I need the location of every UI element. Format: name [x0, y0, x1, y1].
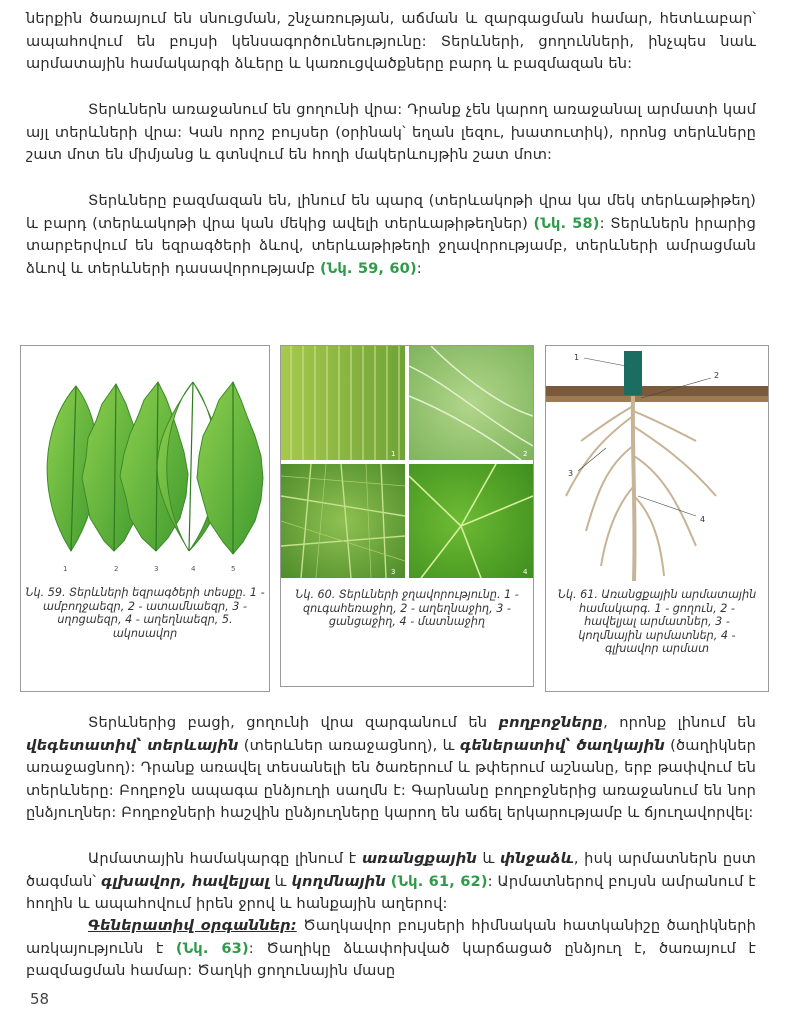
leaf-venation-illustration [281, 346, 533, 578]
root-text-d: , իսկ արմատներն ըստ ծագման՝ [26, 850, 756, 890]
figure-61 [545, 345, 769, 692]
paragraph-leaves-origin [26, 99, 756, 167]
root-text-a: Արմատային համակարգը լինում է [88, 850, 357, 867]
figure-60 [280, 345, 534, 687]
figure-60-caption: Նկ. 60. Տերևների ջղավորությունը. 1 - զուգահեռաջիղ, 2 - աղեղնաջիղ, 3 - ցանցաջիղ, 4 - մատնաջիղ [295, 588, 519, 629]
fig61-label-3: 3 [568, 469, 574, 478]
term-lateral: կողմնային [291, 872, 386, 890]
paragraph-intro-text: ներքին ծառայում են սնուցման, շնչառության, աճման և զարգացման համար, հետևաբար՝ ապահովում են բույսի կենսագործունեությունը: Տերևների, ցողունների, ինչպես նաև արմատային համակարգի ձևերը և կառուցվածքները բարդ և բազմազան են: [26, 10, 756, 73]
root-text-e: և [274, 872, 287, 890]
buds-text-c: , որոնք լինում են [603, 714, 756, 731]
paragraph-leaves-origin-text: Տերևներն առաջանում են ցողունի վրա: Դրանք չեն կարող առաջանալ արմատի կամ այլ տերևների վրա: Կան որոշ բույսեր (օրինակ՝ եղան լեզու, խատուտիկ), որոնց տերևները շատ մոտ են միմյանց և գտնվում են հողի մակերևույթին շատ մոտ: [26, 101, 756, 164]
buds-text-d: (տերևներ առաջացնող), և [243, 736, 455, 754]
fig59-label-5: 5 [231, 565, 236, 573]
figure-ref-61-62[interactable]: (Նկ. 61, 62) [390, 872, 488, 890]
buds-text-e: (ծաղիկներ առաջացնող): Դրանք առավել տեսանելի են ծառերում և թփերում աշնանը, երբ թափվում են տերևները: Բողբոջն ապագա ընձյուղի սաղմն է: Գարնանը բողբոջներից առաջանում են նոր ընձյուղներ: Բողբոջների հաշվին ընձյուղները կարող են աճել երկարությամբ և ճյուղավորվել: [26, 736, 756, 822]
fig59-label-4: 4 [191, 565, 196, 573]
fig59-label-1: 1 [63, 565, 68, 573]
fig61-label-2: 2 [714, 371, 720, 380]
venation-reticulate [281, 464, 405, 578]
figure-ref-63[interactable]: (Նկ. 63) [175, 939, 249, 957]
fig61-label-4: 4 [700, 515, 706, 524]
term-main-adventitious: գլխավոր, հավելյալ [100, 872, 270, 890]
paragraph-intro [26, 8, 756, 76]
buds-text-a: Տերևներից բացի, ցողունի վրա զարգանում են [88, 714, 488, 731]
figure-ref-59-60[interactable]: (Նկ. 59, 60) [319, 259, 417, 277]
term-vegetative: վեգետատիվ՝ տերևային [26, 736, 239, 754]
fig60-label-2: 2 [523, 450, 528, 458]
figure-ref-58[interactable]: (Նկ. 58) [533, 214, 600, 232]
paragraph-root-system [26, 848, 756, 916]
fig60-label-4: 4 [523, 568, 528, 576]
fig61-label-1: 1 [574, 353, 580, 362]
venation-palmate [409, 464, 533, 578]
term-fibrous: փնջաձև [499, 850, 574, 867]
generative-organs-heading: Գեներատիվ օրգաններ: [88, 917, 297, 934]
taproot-illustration [546, 346, 768, 586]
fig59-label-2: 2 [114, 565, 119, 573]
root-text-f: : Արմատներով բույսն ամրանում է հողին և ապահովում իրեն ջրով և հանքային աղերով: [26, 872, 756, 913]
figure-59-caption: Նկ. 59. Տերևների եզրագծերի տեսքը. 1 - ամբողջաեզր, 2 - ատամնաեզր, 3 - սղոցաեզր, 4 - աղեղնաեզր, 5. ակոսավոր [25, 586, 265, 640]
leaf-types-text: Տերևները բազմազան են, լինում են պարզ (տերևակոթի վրա կա մեկ տերևաթիթեղ) և բարդ (տերևակոթի վրա կան մեկից ավելի տերևաթիթեղներ) [26, 192, 756, 232]
venation-parallel [281, 346, 405, 460]
figure-61-caption: Նկ. 61. Առանցքային արմատային համակարգ. 1 - ցողուն, 2 - հավելյալ արմատներ, 3 - կողմնային արմատներ, 4 - գլխավոր արմատ [557, 588, 757, 656]
term-generative: գեներատիվ՝ ծաղկային [459, 736, 665, 754]
stem [624, 351, 642, 395]
fig60-label-1: 1 [391, 450, 396, 458]
leaf-margins-illustration [21, 346, 269, 576]
term-taproot: առանցքային [361, 850, 477, 867]
generative-text-b: : Ծաղիկը ձևափոխված կարճացած ընձյուղ է, ծառայում է բազմացման համար: Ծաղկի ցողունային մասը [26, 939, 756, 980]
root-text-c: և [482, 850, 495, 867]
generative-text-a: Ծաղկավոր բույսերի հիմնական հատկանիշը ծաղիկների առկայությունն է [26, 917, 756, 957]
term-buds: բողբոջները [498, 714, 604, 731]
paragraph-buds [26, 712, 756, 825]
figure-59 [20, 345, 270, 692]
page-number: 58 [30, 990, 50, 1008]
venation-arcuate [409, 346, 533, 460]
fig60-label-3: 3 [391, 568, 396, 576]
fig59-label-3: 3 [154, 565, 159, 573]
paragraph-generative-organs [26, 915, 756, 983]
leaf-types-text-2: : Տերևներն իրարից տարբերվում են եզրագծերի ձևով, տերևաթիթեղի ջղավորությամբ, տերևների ամրացման ձևով և տերևների դասավորությամբ [26, 214, 756, 277]
paragraph-leaf-types [26, 190, 756, 280]
leaf-types-end: : [416, 259, 422, 277]
